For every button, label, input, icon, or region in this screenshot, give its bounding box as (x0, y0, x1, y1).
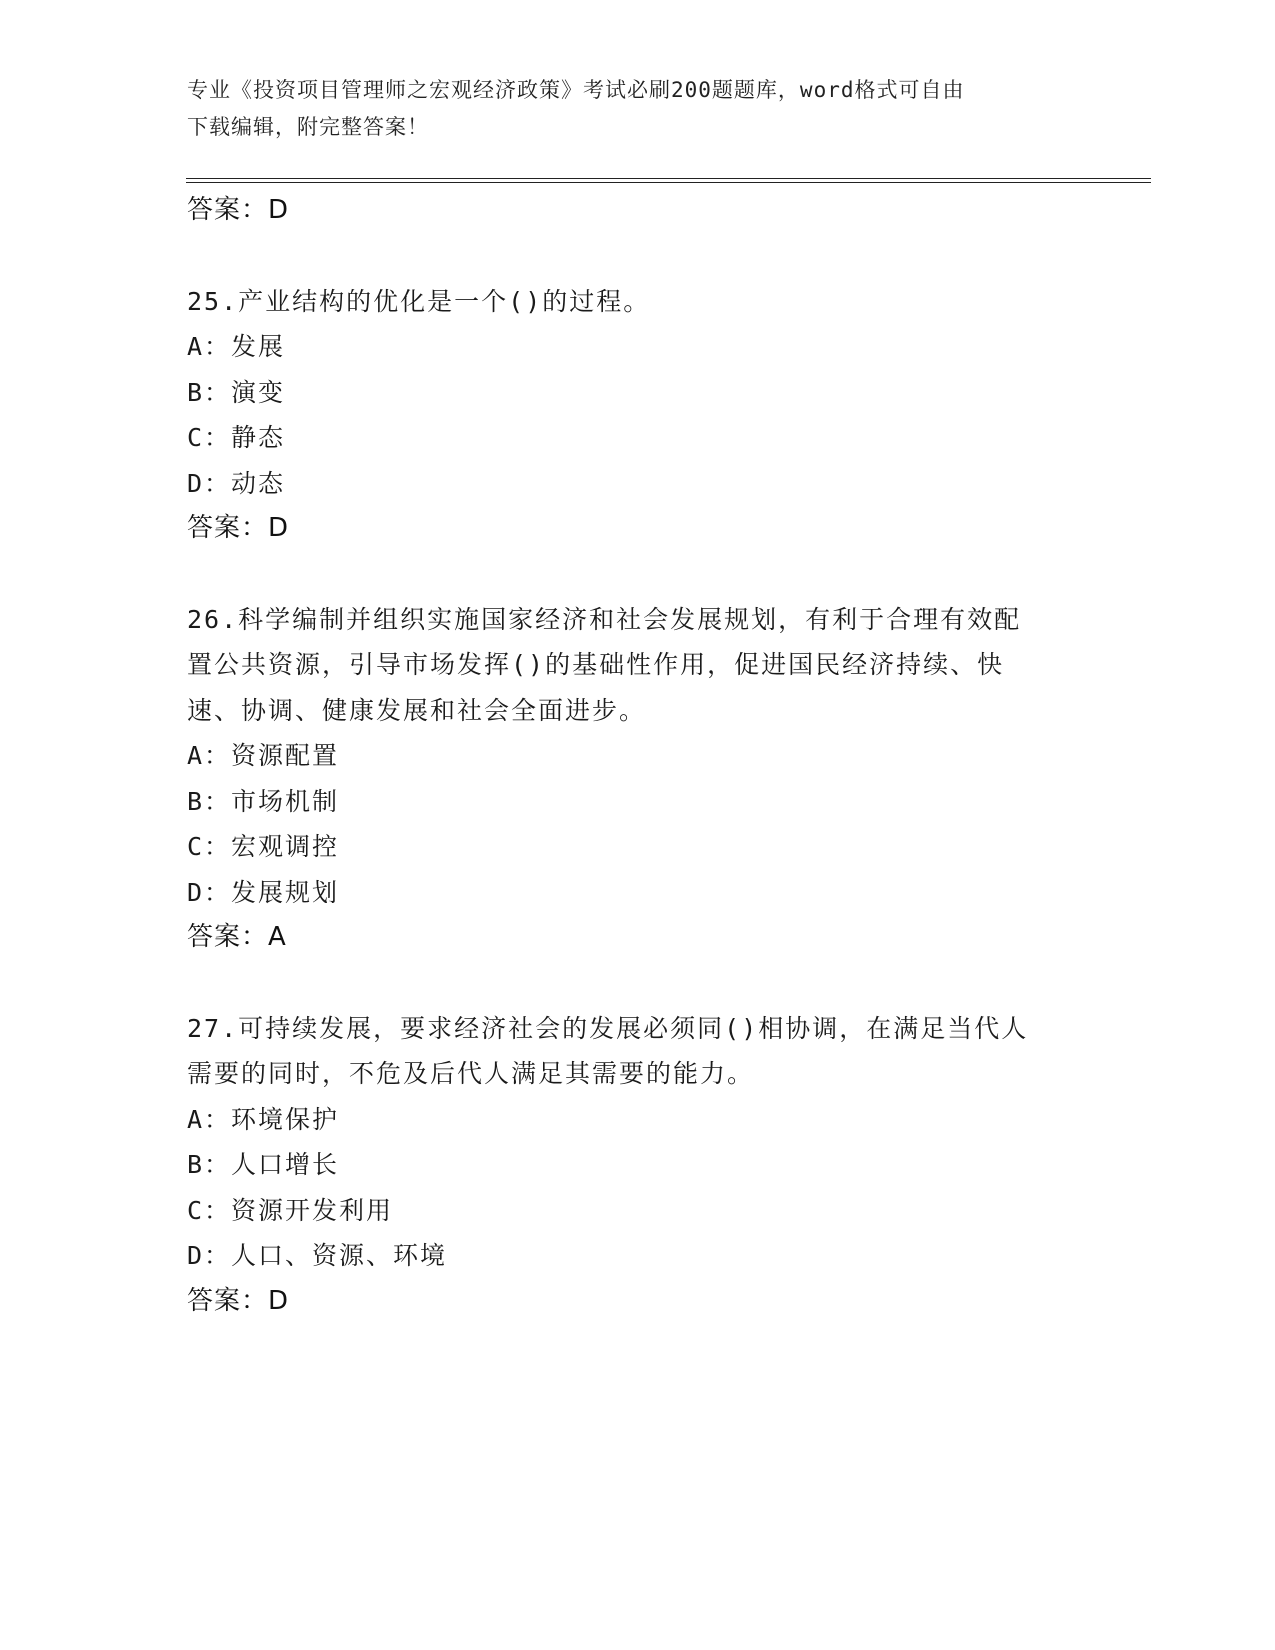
option-a: A：资源配置 (187, 741, 340, 770)
question-27 (187, 1006, 1087, 1325)
option-a: A：环境保护 (187, 1104, 340, 1134)
option-c: C：宏观调控 (187, 832, 340, 861)
spacer (187, 234, 1087, 279)
option-a: A：发展 (187, 332, 286, 361)
header-line-1: 专业《投资项目管理师之宏观经济政策》考试必刷200题题库，word格式可自由 (187, 78, 965, 102)
option-c: C：资源开发利用 (187, 1195, 394, 1225)
spacer (187, 552, 1087, 597)
header-rule-bottom (186, 182, 1151, 183)
question-text-line-1: 27.可持续发展，要求经济社会的发展必须同()相协调，在满足当代人 (187, 1013, 1029, 1043)
option-d: D：发展规划 (187, 877, 340, 907)
answer: 答案：A (187, 922, 287, 952)
question-text-line-1: 26.科学编制并组织实施国家经济和社会发展规划，有利于合理有效配 (187, 604, 1022, 634)
option-b: B：演变 (187, 377, 286, 407)
answer: 答案：D (187, 513, 290, 543)
option-c: C：静态 (187, 423, 286, 452)
header-rule-top (186, 178, 1151, 179)
option-b: B：人口增长 (187, 1150, 340, 1179)
answer: 答案：D (187, 1285, 290, 1316)
question-text: 25.产业结构的优化是一个()的过程。 (187, 286, 651, 316)
option-d: D：人口、资源、环境 (187, 1241, 448, 1270)
header-line-2: 下载编辑，附完整答案！ (187, 115, 429, 139)
question-25 (187, 279, 1087, 552)
question-text-line-2: 需要的同时，不危及后代人满足其需要的能力。 (187, 1059, 755, 1088)
previous-answer: 答案：D (187, 195, 290, 225)
option-b: B：市场机制 (187, 786, 340, 816)
question-26 (187, 597, 1087, 961)
question-text-line-2: 置公共资源，引导市场发挥()的基础性作用，促进国民经济持续、快 (187, 650, 1005, 679)
option-d: D：动态 (187, 468, 286, 498)
spacer (187, 961, 1087, 1006)
question-text-line-3: 速、协调、健康发展和社会全面进步。 (187, 695, 647, 725)
document-header (187, 72, 1067, 146)
document-body (187, 188, 1087, 1324)
